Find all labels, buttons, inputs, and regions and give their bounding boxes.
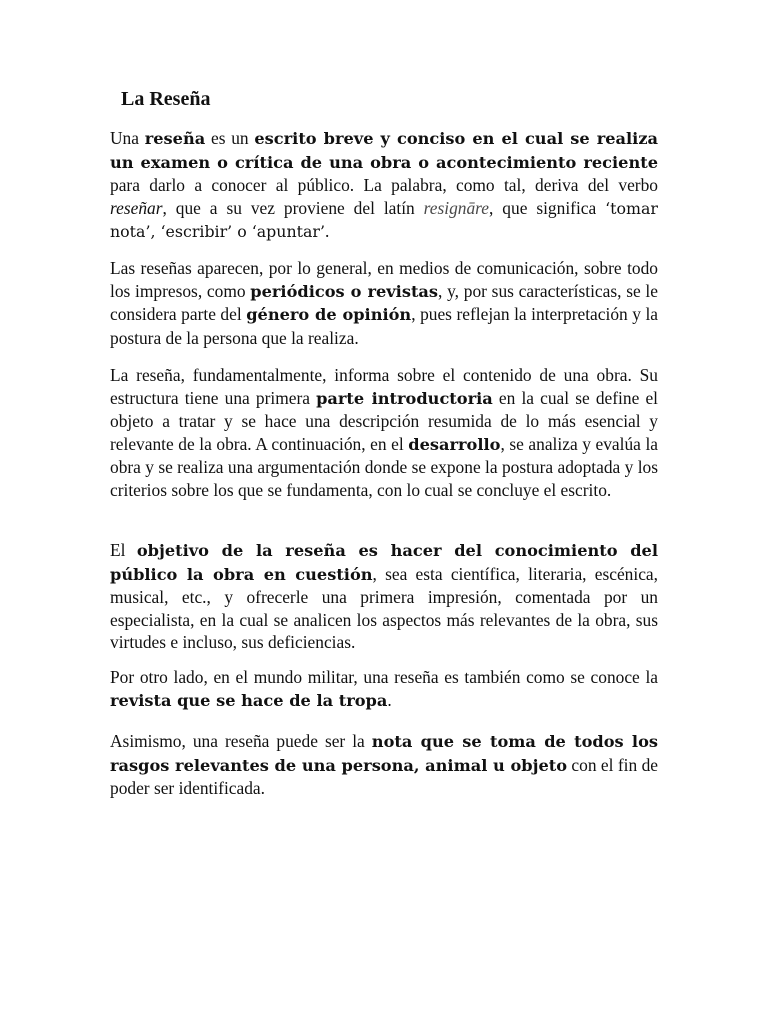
- bold-phrase: escrito breve y conciso en el cual se realiza un examen o crítica de una obra o acontecimiento reciente: [110, 129, 659, 172]
- bold-phrase: reseña: [144, 129, 206, 148]
- text-run: , se analiza y evalúa la obra y se realiza una argumentación donde se expone la postura adoptada y los criterios sobre los que se fundamenta, con lo cual se concluye el escrito.: [110, 433, 658, 500]
- document-title: La Reseña: [121, 88, 211, 110]
- bold-phrase: periódicos o revistas: [250, 281, 439, 301]
- text-run: Por otro lado, en el mundo militar, una reseña es también como se conoce la: [110, 667, 658, 687]
- text-run: Las reseñas aparecen, por lo general, en medios de comunicación, sobre todo los impresos, como: [110, 258, 658, 301]
- text-run: , y, por sus características, se le considera parte del: [110, 280, 658, 325]
- paragraph-objective: [110, 539, 658, 654]
- text-run: en la cual se define el objeto a tratar y se hace una descripción resumida de lo más esencial y relevante de la obra. A continuación, en el: [110, 387, 658, 454]
- text-run: , sea esta científica, literaria, escénica, musical, etc., y ofrecerle una primera impresión, comentada por un especialista, en la cual se analicen los aspectos más relevantes de la obra, sus virtudes e incluso, sus deficiencias.: [110, 563, 658, 653]
- latin-term: resignāre: [423, 197, 490, 218]
- text-run: , que significa: [489, 197, 606, 218]
- paragraph-military: [110, 666, 658, 712]
- paragraph-structure: [110, 364, 658, 502]
- text-run: para darlo a conocer al público. La palabra, como tal, deriva del verbo: [110, 175, 658, 196]
- bold-phrase: desarrollo: [408, 434, 501, 454]
- bold-phrase: parte introductoria: [316, 388, 493, 408]
- quoted-meanings: ‘tomar nota’, ‘escribir’ o ‘apuntar’: [110, 198, 658, 242]
- text-run: es un: [205, 128, 255, 148]
- text-run: .: [324, 221, 330, 242]
- text-run: Asimismo, una reseña puede ser la: [110, 731, 372, 751]
- italic-term: reseñar: [110, 197, 163, 218]
- bold-phrase: revista que se hace de la tropa: [110, 690, 388, 710]
- paragraph-identification: [110, 730, 658, 800]
- text-run: con el fin de poder ser identificada.: [110, 754, 658, 799]
- text-run: .: [387, 689, 392, 710]
- bold-phrase: género de opinión: [246, 305, 412, 325]
- bold-phrase: objetivo de la reseña es hacer del conocimiento del público la obra en cuestión: [110, 541, 659, 584]
- text-run: , que a su vez proviene del latín: [162, 197, 424, 218]
- text-run: , pues reflejan la interpretación y la postura de la persona que la realiza.: [110, 304, 658, 348]
- paragraph-media: [110, 257, 658, 349]
- paragraph-definition: [110, 127, 658, 244]
- text-run: Una: [110, 128, 145, 148]
- text-run: La reseña, fundamentalmente, informa sobre el contenido de una obra. Su estructura tiene una primera: [110, 365, 658, 408]
- bold-phrase: nota que se toma de todos los rasgos relevantes de una persona, animal u objeto: [110, 732, 658, 775]
- text-run: El: [110, 540, 137, 560]
